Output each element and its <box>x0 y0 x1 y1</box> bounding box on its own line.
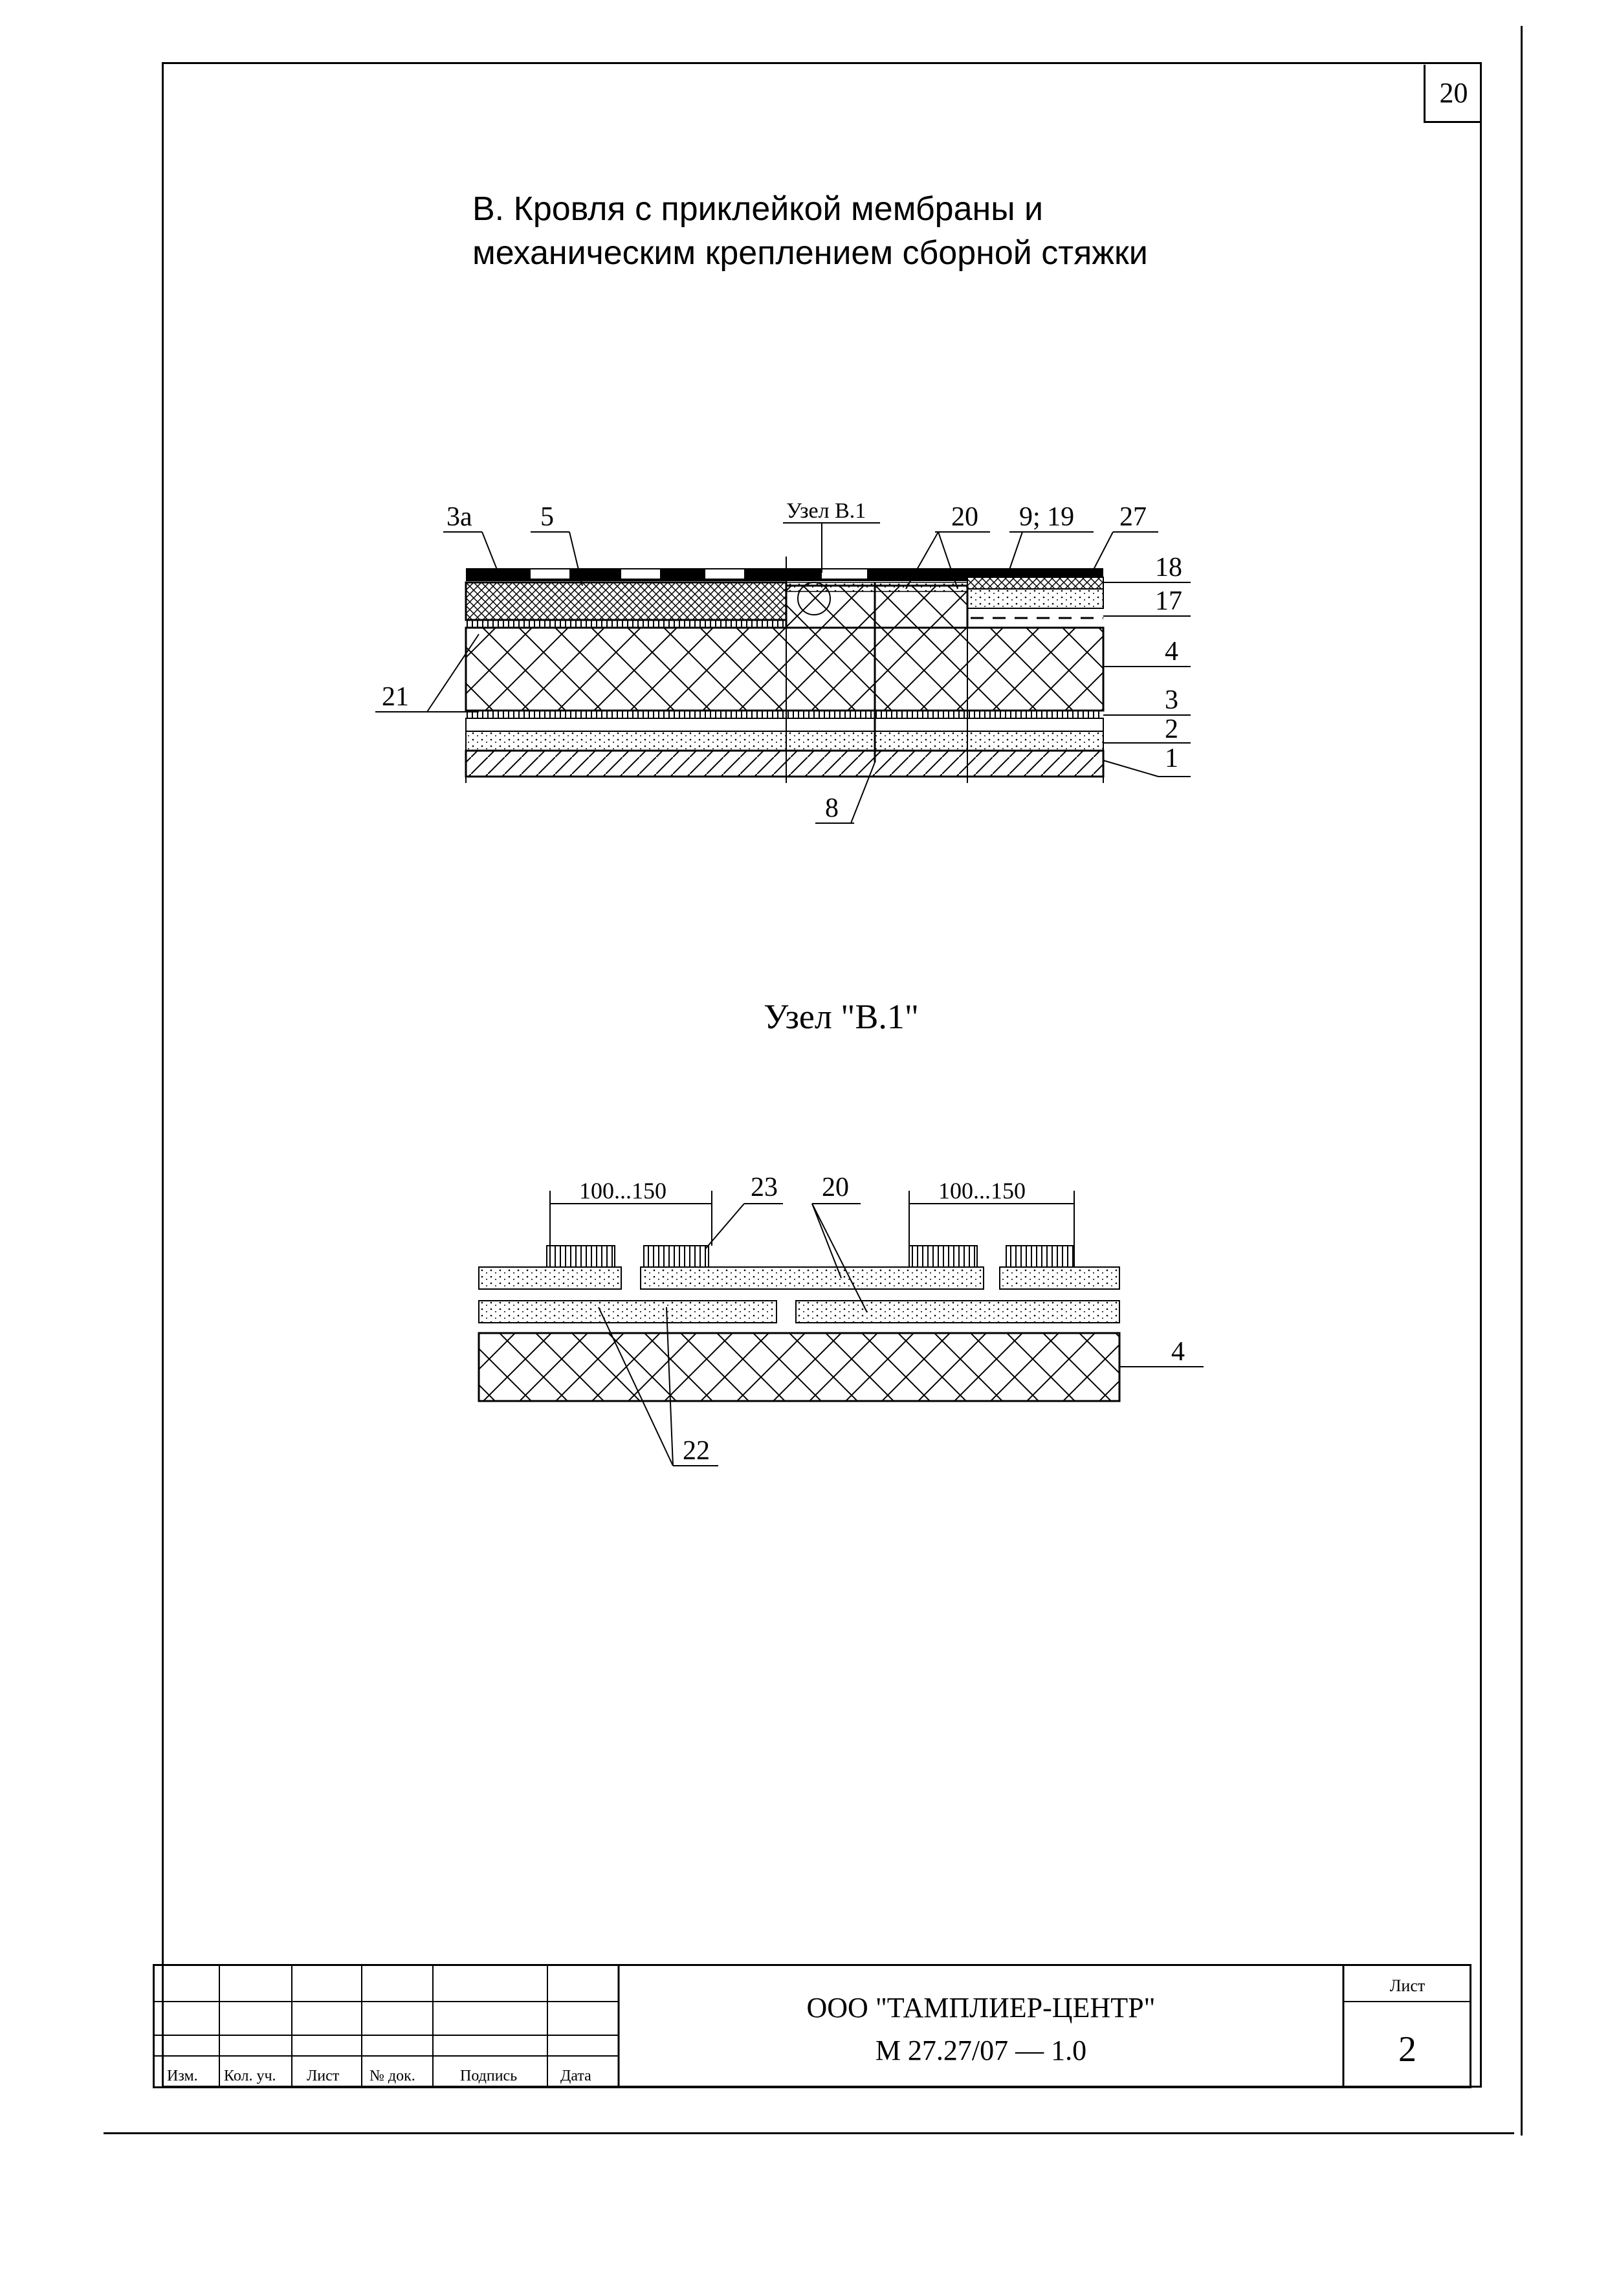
callout-21: 21 <box>382 682 409 712</box>
col-list: Лист <box>307 2068 340 2084</box>
callout-3a: 3а <box>446 502 472 532</box>
title-line-2: механическим креплением сборной стяжки <box>472 234 1148 272</box>
page-number-corner: 20 <box>1424 65 1482 123</box>
document-code: М 27.27/07 — 1.0 <box>875 2035 1087 2066</box>
node-label: Узел В.1 <box>786 499 866 523</box>
callout-2: 2 <box>1165 714 1178 744</box>
callout-5: 5 <box>540 502 554 532</box>
upper-board-1 <box>479 1267 621 1289</box>
upper-board-3 <box>1000 1267 1119 1289</box>
callout-8: 8 <box>825 793 839 823</box>
title-block <box>153 1964 1471 2088</box>
lower-board-right <box>796 1301 1119 1323</box>
col-signature: Подпись <box>460 2068 518 2084</box>
callout-1: 1 <box>1165 744 1178 773</box>
title-block-grid <box>153 1964 1471 2088</box>
dim-right: 100...150 <box>938 1178 1026 1204</box>
callout-27: 27 <box>1119 502 1147 532</box>
callout-3: 3 <box>1165 685 1178 715</box>
company-name: ООО "ТАМПЛИЕР-ЦЕНТР" <box>806 1992 1156 2024</box>
sheet-number: 2 <box>1398 2029 1416 2070</box>
detail-title: Узел "В.1" <box>764 997 919 1036</box>
title-line-1: В. Кровля с приклейкой мембраны и <box>472 190 1044 228</box>
detail-callout-22: 22 <box>683 1436 710 1466</box>
dim-left: 100...150 <box>579 1178 666 1204</box>
upper-board-2 <box>641 1267 984 1289</box>
detail-callout-23: 23 <box>751 1173 778 1202</box>
lower-board-left <box>479 1301 776 1323</box>
callout-4: 4 <box>1165 637 1178 667</box>
col-date: Дата <box>560 2068 591 2084</box>
col-kol-uch: Кол. уч. <box>224 2068 276 2084</box>
callout-20: 20 <box>951 502 978 532</box>
col-doc-no: № док. <box>369 2068 415 2084</box>
col-izm: Изм. <box>167 2068 198 2084</box>
callout-9-19: 9; 19 <box>1019 502 1075 532</box>
detail-callout-20: 20 <box>822 1173 849 1202</box>
callout-18: 18 <box>1155 553 1182 582</box>
sheet-label: Лист <box>1389 1976 1426 1995</box>
callout-17: 17 <box>1155 586 1182 616</box>
detail-callout-4: 4 <box>1171 1337 1185 1367</box>
page-bottom-rule <box>104 2132 1514 2134</box>
detail-insulation <box>479 1333 1119 1401</box>
